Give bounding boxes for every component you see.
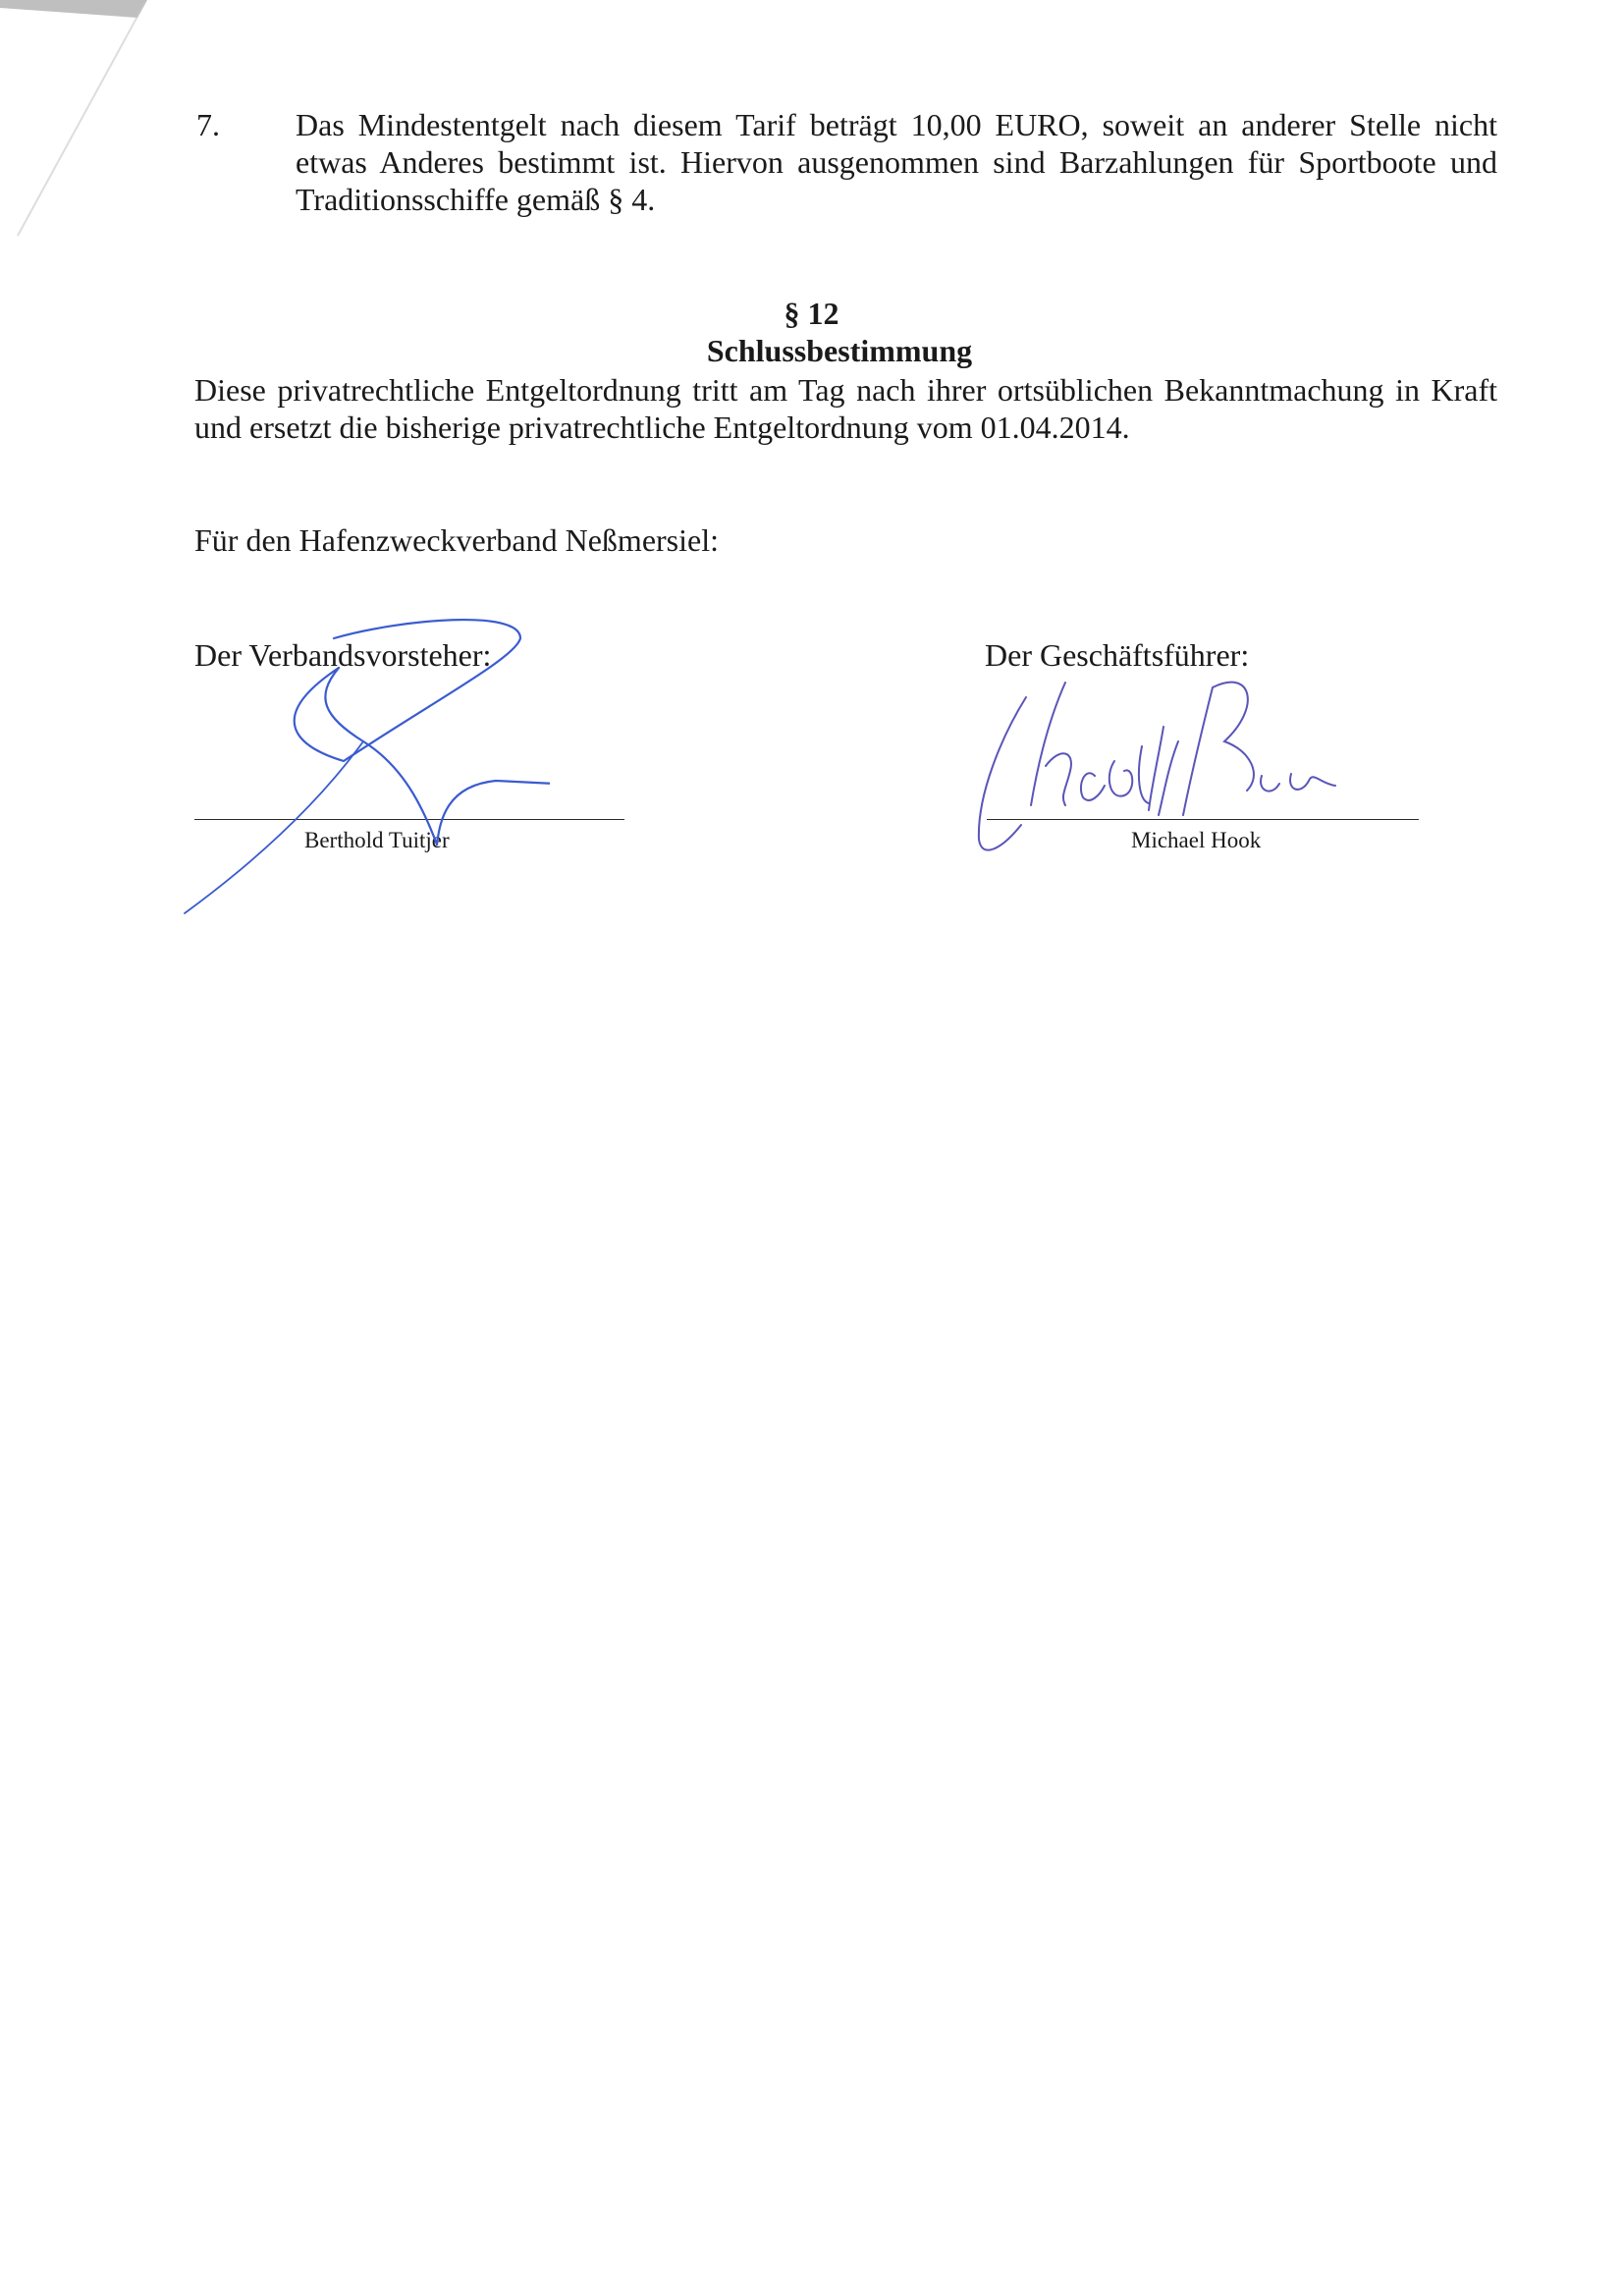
signature-intro: Für den Hafenzweckverband Neßmersiel: [194, 522, 719, 558]
signatory-right-name: Michael Hook [1131, 828, 1262, 852]
signatory-right-role: Der Geschäftsführer: [985, 637, 1250, 673]
scan-corner-shadow [0, 0, 157, 255]
signature-line-right [987, 819, 1419, 820]
section-number: § 12 [784, 296, 839, 331]
signatory-left-name: Berthold Tuitjer [304, 828, 450, 852]
section-body: Diese privatrechtliche Entgeltordnung tritt am Tag nach ihrer ortsüblichen Bekanntmachung in Kraft und ersetzt die bisherige privatrechtliche Entgeltordnung vom 01.04.2014. [194, 372, 1497, 445]
section-title: Schlussbestimmung [706, 333, 973, 368]
signature-line-left [194, 819, 624, 820]
signatory-left-role: Der Verbandsvorsteher: [194, 637, 492, 673]
item-number: 7. [196, 107, 220, 142]
item-text: Das Mindestentgelt nach diesem Tarif beträgt 10,00 EURO, soweit an anderer Stelle nicht etwas Anderes bestimmt ist. Hiervon ausgenommen sind Barzahlungen für Sportboote und Traditionsschiffe gemäß § 4. [296, 107, 1497, 217]
